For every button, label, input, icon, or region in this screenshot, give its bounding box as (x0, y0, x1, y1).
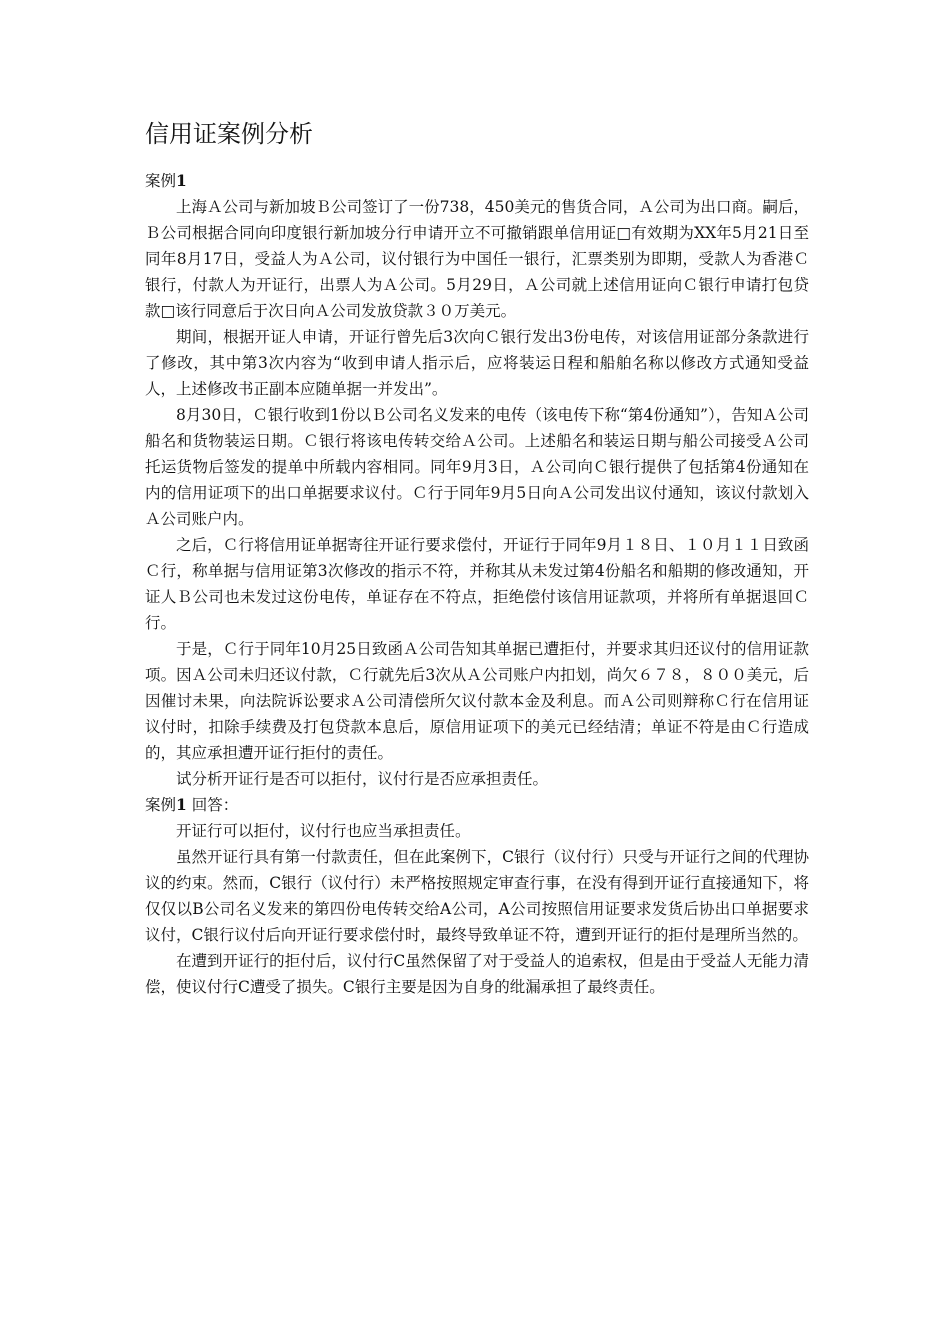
answer-suffix: 回答： (191, 796, 239, 814)
case-number: 1 (176, 171, 187, 190)
case-heading (145, 168, 809, 194)
answer-paragraph-3: 在遭到开证行的拒付后，议付行C虽然保留了对于受益人的追索权，但是由于受益人无能力清偿，使议付行C遭受了损失。C银行主要是因为自身的纰漏承担了最终责任。 (145, 952, 809, 996)
answer-paragraph-1: 开证行可以拒付，议付行也应当承担责任。 (176, 822, 471, 840)
document-page (145, 118, 809, 1000)
case-paragraph-3: 8月30日，Ｃ银行收到1份以Ｂ公司名义发来的电传（该电传下称“第4份通知”），告知Ａ公司船名和货物装运日期。Ｃ银行将该电传转交给Ａ公司。上述船名和装运日期与船公司接受Ａ公司托运货物后签发的提单中所载内容相同。同年9月3日，Ａ公司向Ｃ银行提供了包括第4份通知在内的信用证项下的出口单据要求议付。Ｃ行于同年9月5日向Ａ公司发出议付通知，该议付款划入Ａ公司账户内。 (145, 406, 809, 528)
answer-number: 1 (176, 795, 187, 814)
answer-label-text: 案例 (145, 796, 177, 814)
answer-paragraph-2: 虽然开证行具有第一付款责任，但在此案例下，C银行（议付行）只受与开证行之间的代理协议的约束。然而，C银行（议付行）未严格按照规定审查行事，在没有得到开证行直接通知下，将仅仅以B公司名义发来的第四份电传转交给A公司，A公司按照信用证要求发货后协出口单据要求议付，C银行议付后向开证行要求偿付时，最终导致单证不符，遭到开证行的拒付是理所当然的。 (145, 848, 809, 944)
answer-heading (145, 792, 809, 818)
case-label-text: 案例 (145, 172, 177, 190)
document-title: 信用证案例分析 (145, 120, 313, 148)
case-paragraph-1: 上海Ａ公司与新加坡Ｂ公司签订了一份738，450美元的售货合同，Ａ公司为出口商。嗣后，Ｂ公司根据合同向印度银行新加坡分行申请开立不可撤销跟单信用证□有效期为XX年5月21日至同年8月17日，受益人为Ａ公司，议付银行为中国任一银行，汇票类别为即期，受款人为香港Ｃ银行，付款人为开证行，出票人为Ａ公司。5月29日，Ａ公司就上述信用证向Ｃ银行申请打包贷款□该行同意后于次日向Ａ公司发放贷款３０万美元。 (145, 198, 809, 320)
case-paragraph-2: 期间，根据开证人申请，开证行曾先后3次向Ｃ银行发出3份电传，对该信用证部分条款进行了修改，其中第3次内容为“收到申请人指示后，应将装运日程和船舶名称以修改方式通知受益人，上述修改书正副本应随单据一并发出”。 (145, 328, 809, 398)
case-paragraph-5: 于是，Ｃ行于同年10月25日致函Ａ公司告知其单据已遭拒付，并要求其归还议付的信用证款项。因Ａ公司未归还议付款，Ｃ行就先后3次从Ａ公司账户内扣划，尚欠６７８，８００美元，后因催讨未果，向法院诉讼要求Ａ公司清偿所欠议付款本金及利息。而Ａ公司则辩称Ｃ行在信用证议付时，扣除手续费及打包贷款本息后，原信用证项下的美元已经结清；单证不符是由Ｃ行造成的，其应承担遭开证行拒付的责任。 (145, 640, 809, 762)
case-paragraph-4: 之后，Ｃ行将信用证单据寄往开证行要求偿付，开证行于同年9月１８日、１０月１１日致函Ｃ行，称单据与信用证第3次修改的指示不符，并称其从未发过第4份船名和船期的修改通知，开证人Ｂ公司也未发过这份电传，单证存在不符点，拒绝偿付该信用证款项，并将所有单据退回Ｃ行。 (145, 536, 809, 632)
case-question: 试分析开证行是否可以拒付，议付行是否应承担责任。 (176, 770, 549, 788)
